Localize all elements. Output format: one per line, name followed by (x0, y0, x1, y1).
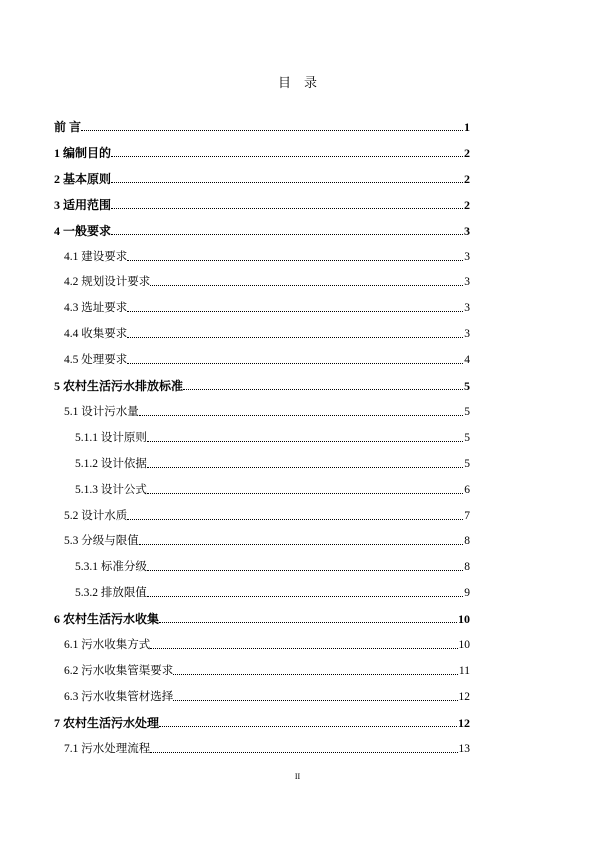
toc-entry-title: 5.3.1 标准分级 (75, 561, 147, 574)
toc-entry[interactable] (54, 351, 470, 367)
toc-entry-page: 2 (464, 171, 470, 186)
dot-leader (159, 726, 457, 727)
toc-entry-page: 3 (464, 302, 470, 315)
toc-entry-title: 5.1.3 设计公式 (75, 483, 147, 496)
toc-entry[interactable] (54, 584, 470, 600)
toc-entry[interactable] (54, 325, 470, 341)
toc-entry-title: 5.2 设计水质 (64, 509, 128, 522)
dot-leader (147, 570, 463, 571)
toc-entry-page: 9 (464, 587, 470, 600)
toc-entry[interactable] (54, 610, 470, 626)
toc-entry-page: 5 (464, 405, 470, 418)
toc-entry-title: 1 编制目的 (54, 145, 112, 160)
toc-entry[interactable] (54, 118, 470, 134)
toc-entry-page: 8 (464, 561, 470, 574)
dot-leader (173, 700, 457, 701)
dot-leader (150, 648, 457, 649)
toc-entry-page: 3 (464, 250, 470, 263)
toc-entry[interactable] (54, 299, 470, 315)
toc-entry-title: 5.1.1 设计原则 (75, 431, 147, 444)
dot-leader (173, 674, 458, 675)
toc-entry[interactable] (54, 403, 470, 419)
toc-entry-page: 3 (464, 223, 470, 238)
toc-entry-title: 5.1.2 设计依据 (75, 457, 147, 470)
toc-entry[interactable] (54, 662, 470, 678)
dot-leader (127, 260, 463, 261)
dot-leader (139, 415, 464, 416)
dot-leader (127, 337, 463, 338)
toc-entry-title: 5.3.2 排放限值 (75, 587, 147, 600)
toc-entry[interactable] (54, 455, 470, 471)
toc-entry-page: 12 (458, 690, 470, 703)
toc-entry-page: 3 (464, 328, 470, 341)
toc-entry-title: 4.1 建设要求 (64, 250, 128, 263)
toc-title: 目 录 (277, 75, 317, 90)
dot-leader (81, 130, 463, 131)
dot-leader (150, 752, 457, 753)
toc-entry[interactable] (54, 222, 470, 238)
toc-entry-title: 4.5 处理要求 (64, 354, 128, 367)
toc-entry-page: 5 (464, 431, 470, 444)
toc-entry-page: 4 (464, 354, 470, 367)
toc-entry-title: 5 农村生活污水排放标准 (54, 379, 184, 393)
toc-entry[interactable] (54, 740, 470, 756)
toc-entry-page: 13 (458, 742, 470, 755)
toc-entry-page: 11 (458, 664, 470, 677)
toc-entry-page: 2 (464, 145, 470, 160)
toc-entry-title: 6.3 污水收集管材选择 (64, 690, 174, 703)
toc-entry-page: 5 (464, 457, 470, 470)
toc-entry[interactable] (54, 636, 470, 652)
dot-leader (111, 234, 463, 235)
toc-entry-title: 4.3 选址要求 (64, 302, 128, 315)
toc-entry-page: 5 (464, 379, 470, 393)
toc-entry-title: 7.1 污水处理流程 (64, 742, 151, 755)
dot-leader (147, 493, 463, 494)
toc-entry-title: 6.1 污水收集方式 (64, 639, 151, 651)
toc-entry-title: 5.1 设计污水量 (64, 405, 139, 418)
toc-entry-page: 12 (458, 715, 470, 730)
dot-leader (139, 544, 464, 545)
toc-entry[interactable] (54, 377, 470, 393)
toc-entry[interactable] (54, 196, 470, 212)
toc-entry[interactable] (54, 532, 470, 548)
toc-entry-title: 前 言 (54, 120, 82, 134)
dot-leader (150, 285, 463, 286)
toc-entry[interactable] (54, 481, 470, 497)
dot-leader (111, 208, 463, 209)
toc-entry[interactable] (54, 688, 470, 704)
toc-entry-title: 4.4 收集要求 (64, 328, 128, 341)
toc-entry-page: 1 (464, 120, 470, 134)
toc-entry[interactable] (54, 144, 470, 160)
toc-entry-page: 7 (464, 509, 470, 522)
toc-entry[interactable] (54, 714, 470, 730)
toc-entry-title: 7 农村生活污水处理 (54, 715, 160, 730)
toc-entry[interactable] (54, 558, 470, 574)
toc-entry[interactable] (54, 170, 470, 186)
toc-entry-page: 8 (464, 535, 470, 548)
toc-entry-page: 10 (458, 639, 470, 651)
toc-entry-title: 4 一般要求 (54, 223, 112, 238)
dot-leader (147, 467, 463, 468)
toc-entry-title: 2 基本原则 (54, 171, 112, 186)
toc-entry-title: 4.2 规划设计要求 (64, 276, 151, 289)
toc-entry[interactable] (54, 273, 470, 289)
toc-entry-title: 5.3 分级与限值 (64, 535, 139, 548)
dot-leader (147, 441, 463, 442)
dot-leader (111, 182, 463, 183)
dot-leader (159, 622, 457, 623)
toc-entry-page: 3 (464, 276, 470, 289)
toc-entry[interactable] (54, 248, 470, 264)
dot-leader (127, 311, 463, 312)
page-number-footer: II (294, 772, 301, 781)
toc-entry-page: 2 (464, 197, 470, 212)
toc-entry-title: 3 适用范围 (54, 197, 112, 212)
toc-entry-page: 6 (464, 483, 470, 496)
dot-leader (111, 156, 463, 157)
dot-leader (127, 363, 463, 364)
toc-entry-page: 10 (458, 612, 470, 627)
dot-leader (127, 519, 463, 520)
toc-entry-title: 6 农村生活污水收集 (54, 612, 160, 627)
toc-entry[interactable] (54, 429, 470, 445)
dot-leader (147, 596, 463, 597)
toc-entry[interactable] (54, 507, 470, 523)
dot-leader (183, 389, 463, 390)
toc-entry-title: 6.2 污水收集管渠要求 (64, 664, 174, 677)
